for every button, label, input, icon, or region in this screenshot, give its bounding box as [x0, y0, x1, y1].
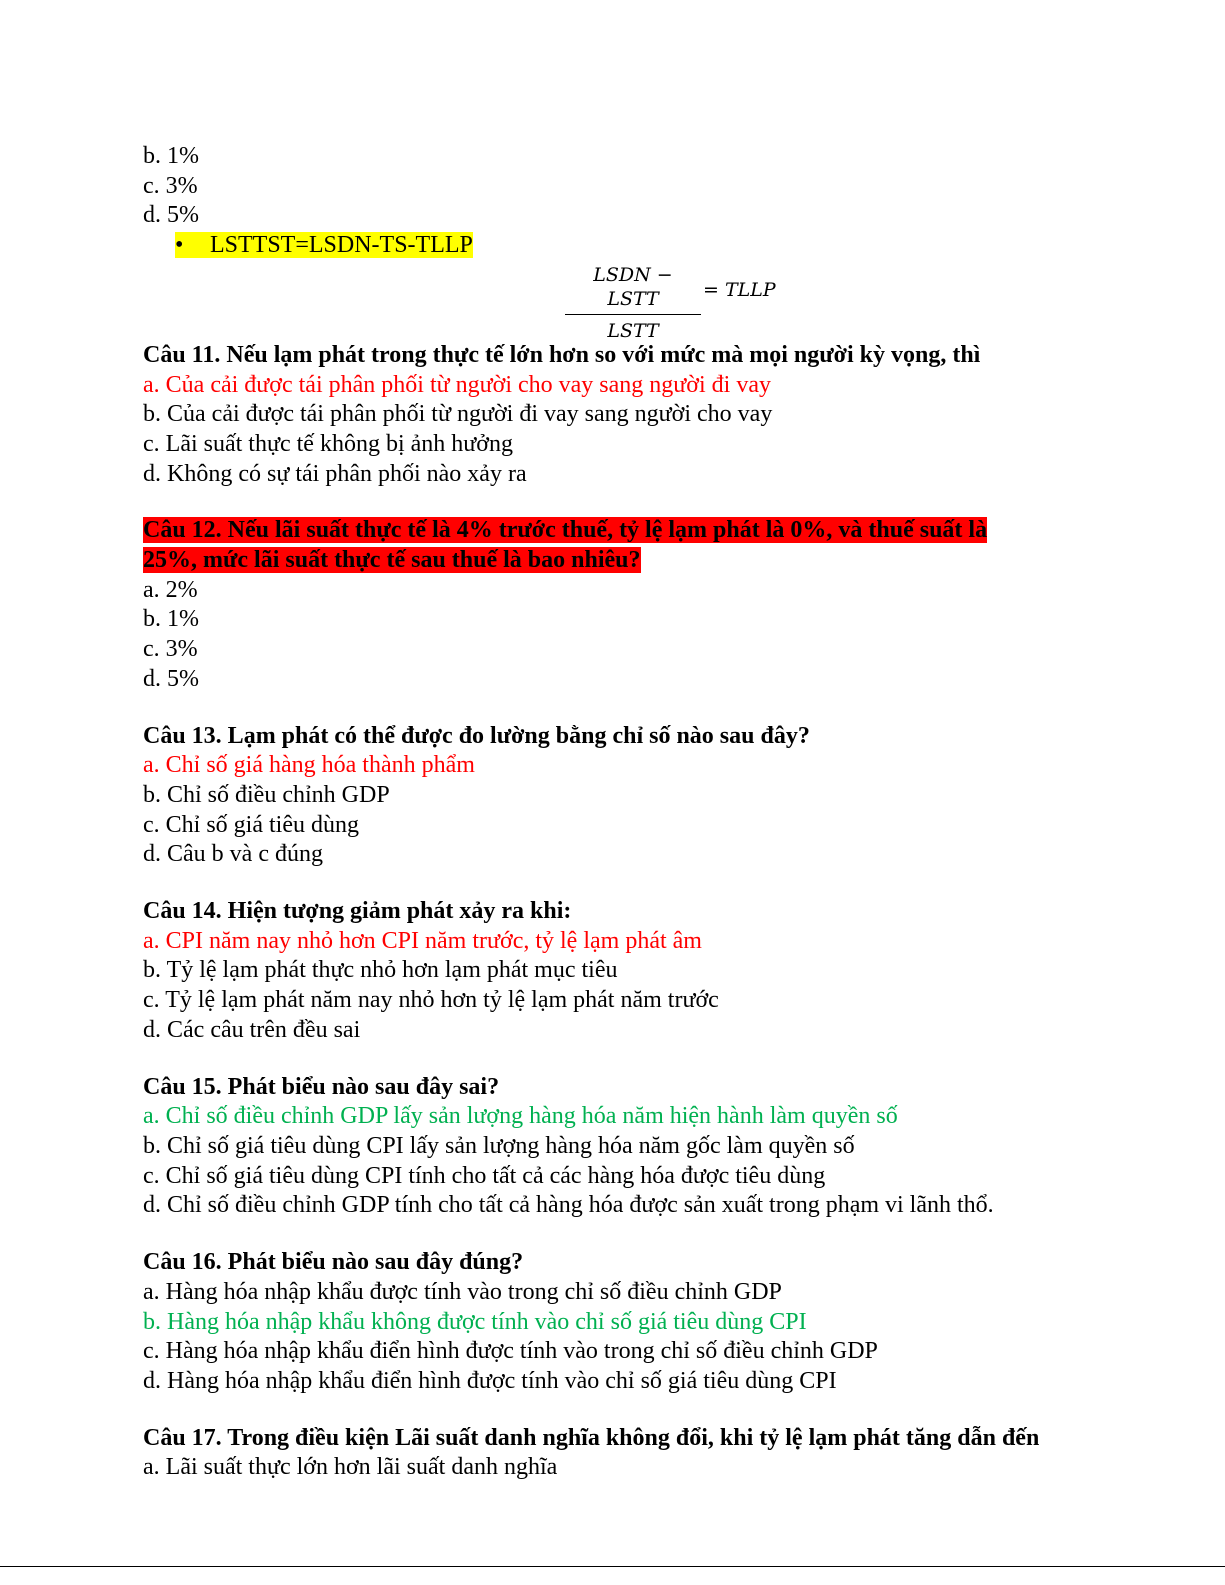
- option-d: d. 5%: [143, 202, 199, 229]
- highlighted-bullet: [143, 231, 1113, 261]
- formula: [143, 263, 1113, 342]
- formula-numerator: LSDN − LSTT: [593, 263, 673, 310]
- question-16: [143, 1248, 1113, 1397]
- question-13: [143, 722, 1113, 871]
- option-d: d. Các câu trên đều sai: [143, 1016, 361, 1043]
- question-title: Câu 14. Hiện tượng giảm phát xảy ra khi:: [143, 898, 572, 925]
- option-c: c. Lãi suất thực tế không bị ảnh hưởng: [143, 430, 513, 457]
- option-c: c. Tỷ lệ lạm phát năm nay nhỏ hơn tỷ lệ lạm phát năm trước: [143, 987, 719, 1014]
- option-a: a. Chỉ số giá hàng hóa thành phẩm: [143, 752, 475, 779]
- option-c: c. 3%: [143, 172, 198, 199]
- option-d: d. Hàng hóa nhập khẩu điển hình được tính vào chỉ số giá tiêu dùng CPI: [143, 1367, 837, 1394]
- prev-question-options: [143, 142, 1113, 342]
- option-b: b. Tỷ lệ lạm phát thực nhỏ hơn lạm phát mục tiêu: [143, 957, 618, 984]
- option-b: b. Hàng hóa nhập khẩu không được tính vào chỉ số giá tiêu dùng CPI: [143, 1308, 807, 1335]
- option-b: b. Chỉ số giá tiêu dùng CPI lấy sản lượng hàng hóa năm gốc làm quyền số: [143, 1132, 855, 1159]
- question-11: [143, 341, 1113, 490]
- option-c: c. Chỉ số giá tiêu dùng: [143, 811, 359, 838]
- page-bottom-rule: [0, 1566, 1225, 1567]
- option-a: a. Của cải được tái phân phối từ người cho vay sang người đi vay: [143, 371, 771, 398]
- question-title: Câu 13. Lạm phát có thể được đo lường bằng chỉ số nào sau đây?: [143, 722, 810, 749]
- question-14: [143, 897, 1113, 1046]
- option-b: b. 1%: [143, 143, 199, 169]
- option-d: d. Câu b và c đúng: [143, 841, 323, 868]
- question-title: Câu 15. Phát biểu nào sau đây sai?: [143, 1073, 500, 1100]
- bullet-icon: •: [175, 232, 184, 259]
- question-title: Câu 17. Trong điều kiện Lãi suất danh nghĩa không đổi, khi tỷ lệ lạm phát tăng dẫn đến: [143, 1424, 1040, 1451]
- option-c: c. 3%: [143, 636, 198, 663]
- option-a: a. Lãi suất thực lớn hơn lãi suất danh nghĩa: [143, 1454, 558, 1481]
- question-12: [143, 516, 1113, 694]
- question-17: [143, 1424, 1113, 1483]
- option-c: c. Chỉ số giá tiêu dùng CPI tính cho tất cả các hàng hóa được tiêu dùng: [143, 1162, 826, 1189]
- question-title-line-2: 25%, mức lãi suất thực tế sau thuế là bao nhiêu?: [143, 547, 641, 574]
- question-title: [143, 516, 1113, 575]
- formula-denominator: LSTT: [607, 319, 659, 342]
- option-d: d. Chỉ số điều chỉnh GDP tính cho tất cả hàng hóa được sản xuất trong phạm vi lãnh thổ.: [143, 1192, 994, 1219]
- option-a: a. 2%: [143, 576, 198, 603]
- bullet-text: LSTTST=LSDN-TS-TLLP: [210, 232, 473, 259]
- option-a: a. Chỉ số điều chỉnh GDP lấy sản lượng hàng hóa năm hiện hành làm quyền số: [143, 1103, 898, 1130]
- option-d: d. Không có sự tái phân phối nào xảy ra: [143, 460, 527, 487]
- option-a: a. CPI năm nay nhỏ hơn CPI năm trước, tỷ lệ lạm phát âm: [143, 927, 702, 954]
- question-15: [143, 1073, 1113, 1222]
- formula-fraction: [565, 263, 701, 343]
- fraction-bar: [565, 314, 701, 315]
- option-b: b. Của cải được tái phân phối từ người đi vay sang người cho vay: [143, 401, 773, 428]
- question-title: Câu 11. Nếu lạm phát trong thực tế lớn hơn so với mức mà mọi người kỳ vọng, thì: [143, 341, 981, 368]
- option-a: a. Hàng hóa nhập khẩu được tính vào trong chỉ số điều chỉnh GDP: [143, 1278, 782, 1305]
- option-b: b. 1%: [143, 606, 199, 633]
- question-title-line-1: Câu 12. Nếu lãi suất thực tế là 4% trước thuế, tỷ lệ lạm phát là 0%, và thuế suất là: [143, 517, 988, 544]
- document-page: [143, 142, 1113, 1483]
- question-title: Câu 16. Phát biểu nào sau đây đúng?: [143, 1249, 524, 1276]
- option-b: b. Chỉ số điều chỉnh GDP: [143, 781, 390, 808]
- option-c: c. Hàng hóa nhập khẩu điển hình được tính vào trong chỉ số điều chỉnh GDP: [143, 1338, 878, 1365]
- formula-rhs: = TLLP: [703, 278, 776, 301]
- option-d: d. 5%: [143, 665, 199, 692]
